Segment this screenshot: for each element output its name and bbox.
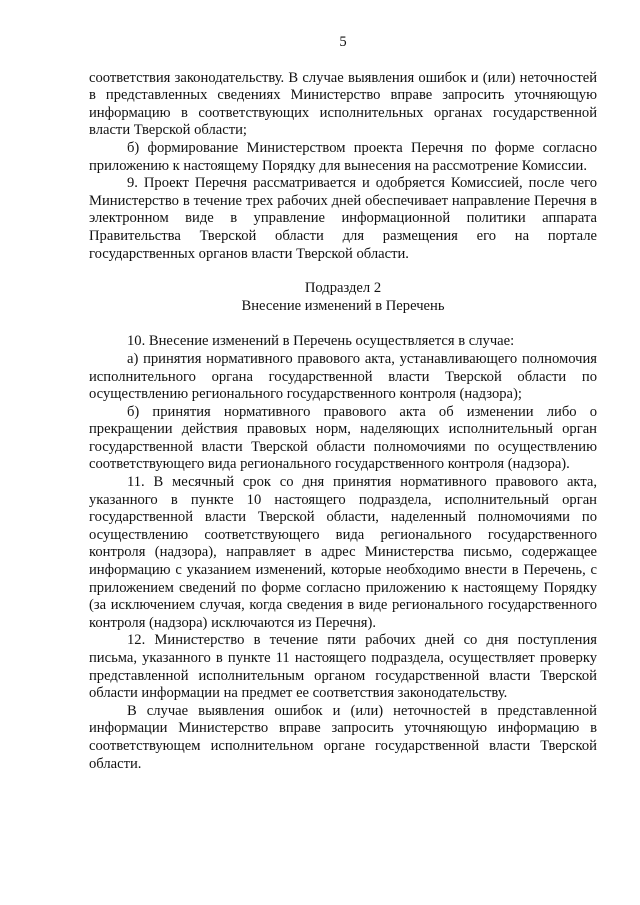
paragraph-12-continued: В случае выявления ошибок и (или) неточностей в представленной информации Министерство вправе запросить уточняющую информацию в соответствующем исполнительном органе государственной власти Тверской области.: [89, 702, 597, 772]
paragraph-12: 12. Министерство в течение пяти рабочих дней со дня поступления письма, указанного в пункте 11 настоящего подраздела, осуществляет проверку представленной исполнительным органом государственной власти Тверской области информации на предмет ее соответствия законодательству.: [89, 632, 597, 702]
paragraph-continuation: соответствия законодательству. В случае выявления ошибок и (или) неточностей в представленных сведениях Министерство вправе запросить уточняющую информацию в соответствующих исполнительных органах государственной власти Тверской области;: [89, 69, 597, 139]
paragraph-10a: а) принятия нормативного правового акта, устанавливающего полномочия исполнительного органа государственной власти Тверской области по осуществлению регионального государственного контроля (надзора);: [89, 350, 597, 403]
page-number: 5: [339, 34, 347, 50]
subsection-heading: [89, 280, 597, 315]
document-page: [89, 34, 597, 773]
subsection-title: Подраздел 2: [304, 280, 382, 297]
paragraph-9: 9. Проект Перечня рассматривается и одобряется Комиссией, после чего Министерство в течение трех рабочих дней обеспечивает направление Перечня в электронном виде в управление информационной политики аппарата Правительства Тверской области для размещения его на портале государственных органов власти Тверской области.: [89, 175, 597, 262]
paragraph-10b: б) принятия нормативного правового акта об изменении либо о прекращении действия правовых норм, наделяющих исполнительный орган государственной власти Тверской области полномочиями по осуществлению соответствующего вида регионального государственного контроля (надзора).: [89, 403, 597, 473]
paragraph-8b: б) формирование Министерством проекта Перечня по форме согласно приложению к настоящему Порядку для вынесения на рассмотрение Комиссии.: [89, 139, 597, 174]
paragraph-10: 10. Внесение изменений в Перечень осуществляется в случае:: [127, 333, 515, 350]
paragraph-11: 11. В месячный срок со дня принятия нормативного правового акта, указанного в пункте 10 настоящего подраздела, исполнительный орган государственной власти Тверской области, наделенный полномочиями по осуществлению соответствующего вида регионального государственного контроля (надзора), направляет в адрес Министерства письмо, содержащее информацию с указанием изменений, которые необходимо внести в Перечень, с приложением сведений по форме согласно приложению к настоящему Порядку (за исключением случая, когда сведения в виде регионального государственного контроля (надзора) исключаются из Перечня).: [89, 474, 597, 631]
subsection-subtitle: Внесение изменений в Перечень: [241, 297, 445, 314]
